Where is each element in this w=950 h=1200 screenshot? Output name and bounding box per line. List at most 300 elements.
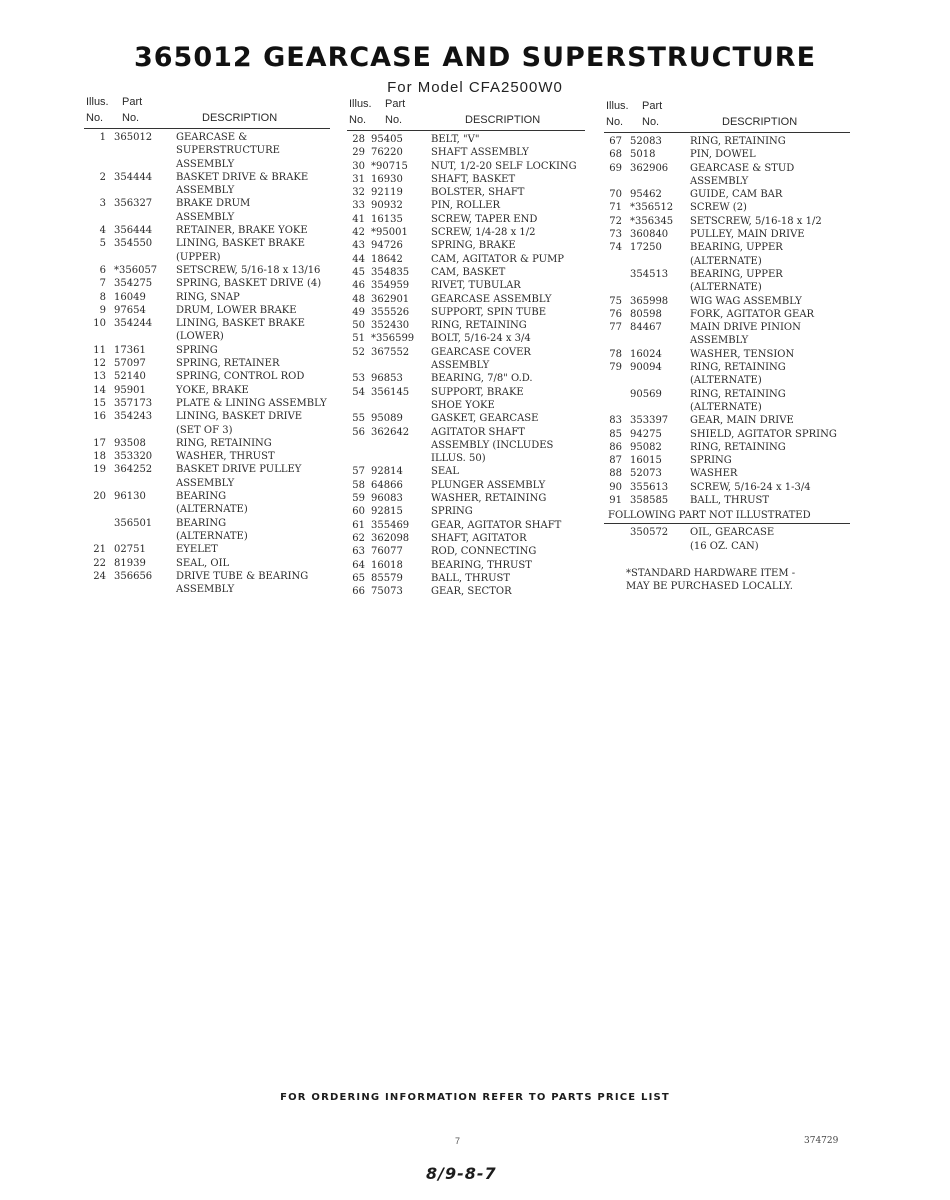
part-description <box>172 237 330 264</box>
header-illus: Illus. <box>349 98 372 110</box>
parts-row <box>84 131 330 171</box>
part-description <box>172 317 330 344</box>
description-line: ASSEMBLY <box>690 175 749 187</box>
part-number: 364252 <box>114 464 153 476</box>
part-description <box>427 306 585 319</box>
header-part: Part <box>385 98 406 110</box>
part-number: 97654 <box>114 304 146 316</box>
parts-row <box>84 490 330 517</box>
parts-row <box>604 201 850 214</box>
illus-number: 52 <box>352 346 365 358</box>
part-number: 353397 <box>630 415 669 427</box>
description-line: SCREW, TAPER END <box>431 213 538 225</box>
description-line: RETAINER, BRAKE YOKE <box>176 225 308 237</box>
parts-row <box>347 226 585 239</box>
part-number: 362642 <box>371 426 410 438</box>
illus-number: 18 <box>93 451 106 463</box>
part-number: 365998 <box>630 295 669 307</box>
part-number: 16135 <box>371 213 403 225</box>
description-line: RING, RETAINING <box>690 362 786 374</box>
description-line: GEARCASE COVER <box>431 346 531 358</box>
illus-number: 45 <box>352 266 365 278</box>
part-description <box>427 585 585 598</box>
part-description <box>172 570 330 597</box>
part-description <box>686 454 850 467</box>
part-number: 16024 <box>630 348 662 360</box>
part-description <box>172 557 330 570</box>
description-line: WASHER, RETAINING <box>431 493 547 505</box>
illus-number: 13 <box>93 371 106 383</box>
part-description <box>427 146 585 159</box>
parts-row <box>84 543 330 556</box>
part-description <box>427 253 585 266</box>
footnote-line: *STANDARD HARDWARE ITEM - <box>626 567 796 579</box>
illus-number: 29 <box>352 147 365 159</box>
header-illus-no: No. <box>606 116 624 128</box>
page-number: 7 <box>455 1136 461 1146</box>
illus-number: 50 <box>352 320 365 332</box>
part-description <box>686 241 850 268</box>
part-number: 362098 <box>371 532 410 544</box>
part-description <box>427 386 585 413</box>
description-line: PLATE & LINING ASSEMBLY <box>176 397 327 409</box>
part-description <box>427 213 585 226</box>
part-number: 95462 <box>630 189 662 201</box>
part-number: *356512 <box>630 202 674 214</box>
description-line: SHIELD, AGITATOR SPRING <box>690 428 837 440</box>
part-description <box>686 361 850 388</box>
description-line: SETSCREW, 5/16-18 x 1/2 <box>690 215 822 227</box>
part-description <box>427 133 585 146</box>
part-description <box>686 428 850 441</box>
illus-number: 6 <box>99 264 106 276</box>
parts-column-3 <box>604 100 850 594</box>
description-line: RING, RETAINING <box>690 441 786 453</box>
part-description <box>686 494 850 507</box>
part-description <box>172 517 330 544</box>
parts-row <box>604 268 850 295</box>
illus-number: 57 <box>352 466 365 478</box>
part-description <box>427 572 585 585</box>
part-number: 93508 <box>114 437 146 449</box>
parts-row <box>84 397 330 410</box>
part-number: 355613 <box>630 481 669 493</box>
part-description <box>686 321 850 348</box>
description-line: (ALTERNATE) <box>690 282 762 294</box>
parts-row <box>604 467 850 480</box>
description-line: SUPPORT, SPIN TUBE <box>431 306 547 318</box>
part-description <box>427 239 585 252</box>
part-description <box>427 199 585 212</box>
part-number: 367552 <box>371 346 410 358</box>
description-line: WASHER <box>690 468 738 480</box>
parts-row <box>347 519 585 532</box>
part-number: 358585 <box>630 495 669 507</box>
document-code: 374729 <box>804 1136 839 1146</box>
parts-row <box>84 344 330 357</box>
part-number: 85579 <box>371 572 403 584</box>
description-line: SPRING <box>176 344 218 356</box>
part-number: *356057 <box>114 264 158 276</box>
parts-row <box>84 264 330 277</box>
description-line: BALL, THRUST <box>690 495 770 507</box>
parts-row <box>84 197 330 224</box>
description-line: SPRING, CONTROL ROD <box>176 371 305 383</box>
description-line: WASHER, TENSION <box>690 348 795 360</box>
part-description <box>686 188 850 201</box>
illus-number: 75 <box>609 295 622 307</box>
parts-row <box>347 412 585 425</box>
illus-number: 14 <box>93 384 106 396</box>
description-line: ASSEMBLY <box>176 185 235 197</box>
parts-row <box>604 162 850 189</box>
part-number: 96853 <box>371 373 403 385</box>
illus-number: 3 <box>99 198 106 210</box>
part-description <box>427 372 585 385</box>
illus-number: 41 <box>352 213 365 225</box>
part-description <box>686 162 850 189</box>
parts-row <box>604 428 850 441</box>
parts-column-2 <box>347 98 585 598</box>
illus-number: 43 <box>352 240 365 252</box>
parts-row <box>604 241 850 268</box>
description-line: GEARCASE & <box>176 132 248 143</box>
illus-number: 16 <box>93 411 106 423</box>
parts-row <box>604 454 850 467</box>
parts-row <box>347 479 585 492</box>
part-description <box>686 228 850 241</box>
illus-number: 30 <box>352 160 365 172</box>
illus-number: 20 <box>93 491 106 503</box>
part-description <box>427 519 585 532</box>
description-line: BEARING <box>176 491 227 503</box>
part-number: 355526 <box>371 306 410 318</box>
parts-row <box>84 437 330 450</box>
part-description <box>172 357 330 370</box>
description-line: GASKET, GEARCASE <box>431 413 539 425</box>
part-number: 356145 <box>371 386 410 398</box>
part-description <box>686 308 850 321</box>
illus-number: 58 <box>352 479 365 491</box>
parts-row <box>84 277 330 290</box>
illus-number: 59 <box>352 493 365 505</box>
description-line: RING, RETAINING <box>431 320 527 332</box>
part-description <box>686 388 850 415</box>
illus-number: 79 <box>609 362 622 374</box>
description-line: (ALTERNATE) <box>176 530 248 542</box>
part-description <box>427 492 585 505</box>
part-number: 52140 <box>114 371 146 383</box>
description-line: ASSEMBLY (INCLUDES <box>431 439 554 451</box>
part-description <box>172 277 330 290</box>
illus-number: 86 <box>609 441 622 453</box>
illus-number: 1 <box>99 132 106 143</box>
part-number: 95405 <box>371 134 403 145</box>
description-line: SEAL <box>431 466 460 478</box>
part-number: 76220 <box>371 147 403 159</box>
part-number: *356599 <box>371 333 415 345</box>
part-number: 356501 <box>114 517 153 529</box>
parts-row <box>84 357 330 370</box>
part-description <box>427 505 585 518</box>
parts-row <box>604 308 850 321</box>
header-description: DESCRIPTION <box>722 116 798 128</box>
footnote-line: MAY BE PURCHASED LOCALLY. <box>626 581 793 593</box>
part-number: 350572 <box>630 527 669 539</box>
parts-row <box>84 304 330 317</box>
description-line: BASKET DRIVE PULLEY <box>176 464 302 476</box>
parts-row <box>347 492 585 505</box>
parts-row <box>347 133 585 146</box>
part-number: 16049 <box>114 291 146 303</box>
illus-number: 70 <box>609 189 622 201</box>
part-description <box>686 295 850 308</box>
description-line: ASSEMBLY <box>431 360 490 372</box>
illus-number: 10 <box>93 318 106 330</box>
description-line: BOLT, 5/16-24 x 3/4 <box>431 333 531 345</box>
handwritten-note: 8/9-8-7 <box>426 1164 497 1183</box>
description-line: SHAFT, BASKET <box>431 173 516 185</box>
part-number: 354243 <box>114 411 153 423</box>
column-header <box>347 98 585 131</box>
description-line: SPRING <box>431 506 473 518</box>
part-number: 352430 <box>371 320 410 332</box>
description-line: RING, RETAINING <box>176 437 272 449</box>
parts-rows <box>604 133 850 507</box>
part-description <box>172 450 330 463</box>
part-description <box>427 266 585 279</box>
parts-row <box>604 348 850 361</box>
illus-number: 22 <box>93 557 106 569</box>
header-description: DESCRIPTION <box>465 114 541 126</box>
description-line: GEAR, AGITATOR SHAFT <box>431 519 562 531</box>
part-number: 75073 <box>371 586 403 598</box>
parts-row <box>604 388 850 415</box>
part-number: 354513 <box>630 268 669 280</box>
parts-row <box>84 370 330 383</box>
description-line: DRUM, LOWER BRAKE <box>176 304 297 316</box>
illus-number: 90 <box>609 481 622 493</box>
description-line: ASSEMBLY <box>176 477 235 489</box>
description-line: BEARING, UPPER <box>690 242 783 254</box>
parts-row <box>604 135 850 148</box>
parts-row <box>84 291 330 304</box>
illus-number: 31 <box>352 173 365 185</box>
part-number: 354550 <box>114 238 153 250</box>
description-line: AGITATOR SHAFT <box>431 426 525 438</box>
part-description <box>427 226 585 239</box>
parts-row <box>84 384 330 397</box>
parts-row <box>604 526 850 553</box>
description-line: CAM, AGITATOR & PUMP <box>431 253 565 265</box>
part-number: 52073 <box>630 468 662 480</box>
part-description <box>427 332 585 345</box>
header-illus: Illus. <box>86 96 109 108</box>
illus-number: 88 <box>609 468 622 480</box>
part-description <box>427 426 585 466</box>
illus-number: 28 <box>352 134 365 145</box>
description-line: SCREW (2) <box>690 202 747 214</box>
illus-number: 55 <box>352 413 365 425</box>
parts-row <box>347 572 585 585</box>
parts-row <box>604 215 850 228</box>
description-line: SHOE YOKE <box>431 399 495 411</box>
part-description <box>172 410 330 437</box>
description-line: GEARCASE ASSEMBLY <box>431 293 552 305</box>
illus-number: 83 <box>609 415 622 427</box>
illus-number: 5 <box>99 238 106 250</box>
header-part: Part <box>642 100 663 112</box>
part-number: 16015 <box>630 455 662 467</box>
part-number: 81939 <box>114 557 146 569</box>
parts-row <box>604 361 850 388</box>
illus-number: 66 <box>352 586 365 598</box>
illus-number: 33 <box>352 200 365 212</box>
description-line: DRIVE TUBE & BEARING <box>176 570 309 582</box>
illus-number: 64 <box>352 559 365 571</box>
part-number: 356656 <box>114 570 153 582</box>
illus-number: 32 <box>352 187 365 199</box>
parts-rows <box>347 131 585 598</box>
part-description <box>686 268 850 295</box>
header-description: DESCRIPTION <box>202 112 278 124</box>
part-number: 5018 <box>630 149 656 161</box>
parts-row <box>84 517 330 544</box>
description-line: WIG WAG ASSEMBLY <box>690 295 802 307</box>
part-description <box>686 441 850 454</box>
part-description <box>427 173 585 186</box>
illus-number: 12 <box>93 358 106 370</box>
part-description <box>686 348 850 361</box>
description-line: (UPPER) <box>176 251 221 263</box>
not-illustrated-heading: FOLLOWING PART NOT ILLUSTRATED <box>604 509 850 524</box>
part-number: 354959 <box>371 280 410 292</box>
part-number: 90932 <box>371 200 403 212</box>
parts-row <box>84 224 330 237</box>
part-number: 90569 <box>630 388 662 400</box>
description-line: LINING, BASKET DRIVE <box>176 411 303 423</box>
illus-number: 19 <box>93 464 106 476</box>
parts-row <box>84 463 330 490</box>
part-description <box>172 171 330 198</box>
part-description <box>172 384 330 397</box>
part-number: 64866 <box>371 479 403 491</box>
part-number: 18642 <box>371 253 403 265</box>
part-number: *356345 <box>630 215 674 227</box>
illus-number: 8 <box>99 291 106 303</box>
part-number: 365012 <box>114 132 153 143</box>
description-line: (SET OF 3) <box>176 424 233 436</box>
part-number: 90094 <box>630 362 662 374</box>
header-part-no: No. <box>642 116 660 128</box>
illus-number: 69 <box>609 162 622 174</box>
parts-row <box>347 160 585 173</box>
description-line: MAIN DRIVE PINION <box>690 322 801 334</box>
illus-number: 15 <box>93 397 106 409</box>
part-description <box>427 160 585 173</box>
parts-row <box>347 306 585 319</box>
part-description <box>172 264 330 277</box>
parts-row <box>604 188 850 201</box>
description-line: BOLSTER, SHAFT <box>431 187 525 199</box>
parts-row <box>347 332 585 345</box>
parts-column-1 <box>84 96 330 596</box>
description-line: SCREW, 5/16-24 x 1-3/4 <box>690 481 811 493</box>
part-number: 360840 <box>630 229 669 241</box>
description-line: GEAR, MAIN DRIVE <box>690 415 794 427</box>
parts-row <box>347 465 585 478</box>
illus-number: 51 <box>352 333 365 345</box>
parts-row <box>84 450 330 463</box>
part-description <box>172 543 330 556</box>
parts-row <box>604 494 850 507</box>
part-number: 355469 <box>371 519 410 531</box>
description-line: RING, RETAINING <box>690 136 786 147</box>
parts-row <box>604 321 850 348</box>
part-description <box>172 224 330 237</box>
illus-number: 21 <box>93 544 106 556</box>
part-number: 354835 <box>371 266 410 278</box>
parts-row <box>347 279 585 292</box>
part-number: 16930 <box>371 173 403 185</box>
description-line: SHAFT ASSEMBLY <box>431 147 529 159</box>
part-description <box>686 135 850 148</box>
illus-number: 17 <box>93 437 106 449</box>
illus-number: 61 <box>352 519 365 531</box>
parts-rows <box>84 129 330 596</box>
description-line: BEARING, 7/8" O.D. <box>431 373 533 385</box>
description-line: RIVET, TUBULAR <box>431 280 521 292</box>
part-description <box>686 215 850 228</box>
description-line: BEARING <box>176 517 227 529</box>
parts-row <box>604 295 850 308</box>
description-line: (16 OZ. CAN) <box>690 540 759 552</box>
description-line: (ALTERNATE) <box>690 401 762 413</box>
illus-number: 85 <box>609 428 622 440</box>
parts-row <box>347 186 585 199</box>
part-description <box>172 291 330 304</box>
part-number: 95901 <box>114 384 146 396</box>
description-line: SUPPORT, BRAKE <box>431 386 524 398</box>
parts-row <box>347 505 585 518</box>
parts-row <box>347 266 585 279</box>
description-line: PULLEY, MAIN DRIVE <box>690 229 805 241</box>
illus-number: 87 <box>609 455 622 467</box>
illus-number: 42 <box>352 227 365 239</box>
part-description <box>172 304 330 317</box>
header-part-no: No. <box>122 112 140 124</box>
illus-number: 7 <box>99 278 106 290</box>
part-number: 354444 <box>114 171 153 183</box>
parts-row <box>347 199 585 212</box>
description-line: LINING, BASKET BRAKE <box>176 318 305 330</box>
ordering-info: FOR ORDERING INFORMATION REFER TO PARTS PRICE LIST <box>280 1092 670 1103</box>
parts-row <box>347 559 585 572</box>
header-illus-no: No. <box>349 114 367 126</box>
parts-row <box>84 171 330 198</box>
parts-row <box>347 386 585 413</box>
description-line: ASSEMBLY <box>176 584 235 596</box>
description-line: SPRING, BRAKE <box>431 240 516 252</box>
description-line: LINING, BASKET BRAKE <box>176 238 305 250</box>
illus-number: 63 <box>352 546 365 558</box>
illus-number: 65 <box>352 572 365 584</box>
page-subtitle: For Model CFA2500W0 <box>387 79 563 96</box>
illus-number: 73 <box>609 229 622 241</box>
description-line: ASSEMBLY <box>176 158 235 170</box>
part-number: 84467 <box>630 322 662 334</box>
parts-row <box>604 228 850 241</box>
